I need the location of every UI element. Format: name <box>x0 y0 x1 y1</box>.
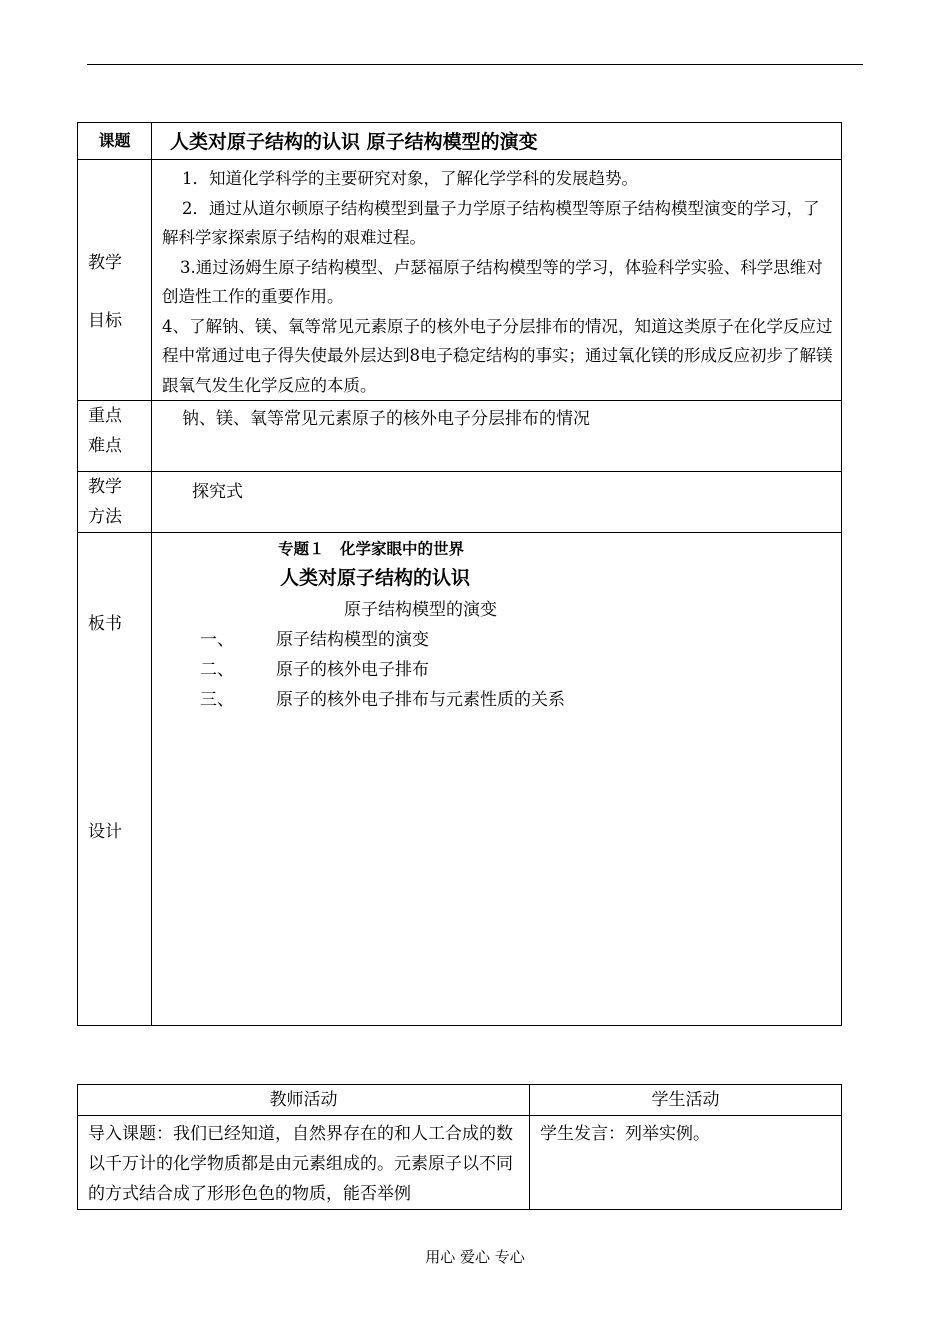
activities-table <box>77 1084 842 1210</box>
topic-label: 课题 <box>78 123 152 160</box>
topic-cell <box>152 123 842 160</box>
header-rule <box>87 64 863 65</box>
lesson-plan-table <box>77 122 842 1026</box>
key-points-text: 钠、镁、氧等常见元素原子的核外电子分层排布的情况 <box>182 409 590 429</box>
objective-item: 1．知道化学科学的主要研究对象，了解化学学科的发展趋势。 <box>182 169 638 188</box>
board-chapter: 专题１ 化学家眼中的世界 <box>278 540 465 558</box>
method-label: 教学 方法 <box>78 472 152 533</box>
objective-item: 3.通过汤姆生原子结构模型、卢瑟福原子结构模型等的学习，体验科学实验、科学思维对创造性工作的重要作用。 <box>162 257 823 306</box>
method-cell <box>152 472 842 533</box>
student-activity-header: 学生活动 <box>530 1085 842 1116</box>
board-item: 二、 原子的核外电子排布 <box>200 660 429 680</box>
key-points-cell <box>152 401 842 472</box>
objective-item: 2．通过从道尔顿原子结构模型到量子力学原子结构模型等原子结构模型演变的学习，了解科学家探索原子结构的艰难过程。 <box>162 198 820 247</box>
key-points-label: 重点 难点 <box>78 401 152 472</box>
board-item: 一、 原子结构模型的演变 <box>200 630 429 650</box>
objectives-list <box>152 160 841 400</box>
board-title: 人类对原子结构的认识 <box>280 567 471 589</box>
method-text: 探究式 <box>192 482 243 502</box>
teacher-activity-header: 教师活动 <box>78 1085 530 1116</box>
board-label: 板书 设计 <box>78 533 152 1026</box>
teacher-activity-text: 导入课题：我们已经知道，自然界存在的和人工合成的数以千万计的化学物质都是由元素组成的。元素原子以不同的方式结合成了形形色色的物质，能否举例 <box>78 1116 530 1210</box>
board-subtitle: 原子结构模型的演变 <box>344 600 497 620</box>
objective-item: 4、了解钠、镁、氧等常见元素原子的核外电子分层排布的情况，知道这类原子在化学反应过程中常通过电子得失使最外层达到8电子稳定结构的事实；通过氧化镁的形成反应初步了解镁跟氧气发生化学反应的本质。 <box>162 316 833 395</box>
objectives-label: 教学 目标 <box>78 160 152 401</box>
board-cell <box>152 533 842 1026</box>
page-footer: 用心 爱心 专心 <box>425 1248 525 1266</box>
objectives-cell <box>152 160 842 401</box>
board-item: 三、 原子的核外电子排布与元素性质的关系 <box>200 690 565 710</box>
student-activity-text: 学生发言：列举实例。 <box>530 1116 842 1210</box>
board-design <box>152 533 841 1025</box>
topic-title: 人类对原子结构的认识 原子结构模型的演变 <box>170 131 538 153</box>
